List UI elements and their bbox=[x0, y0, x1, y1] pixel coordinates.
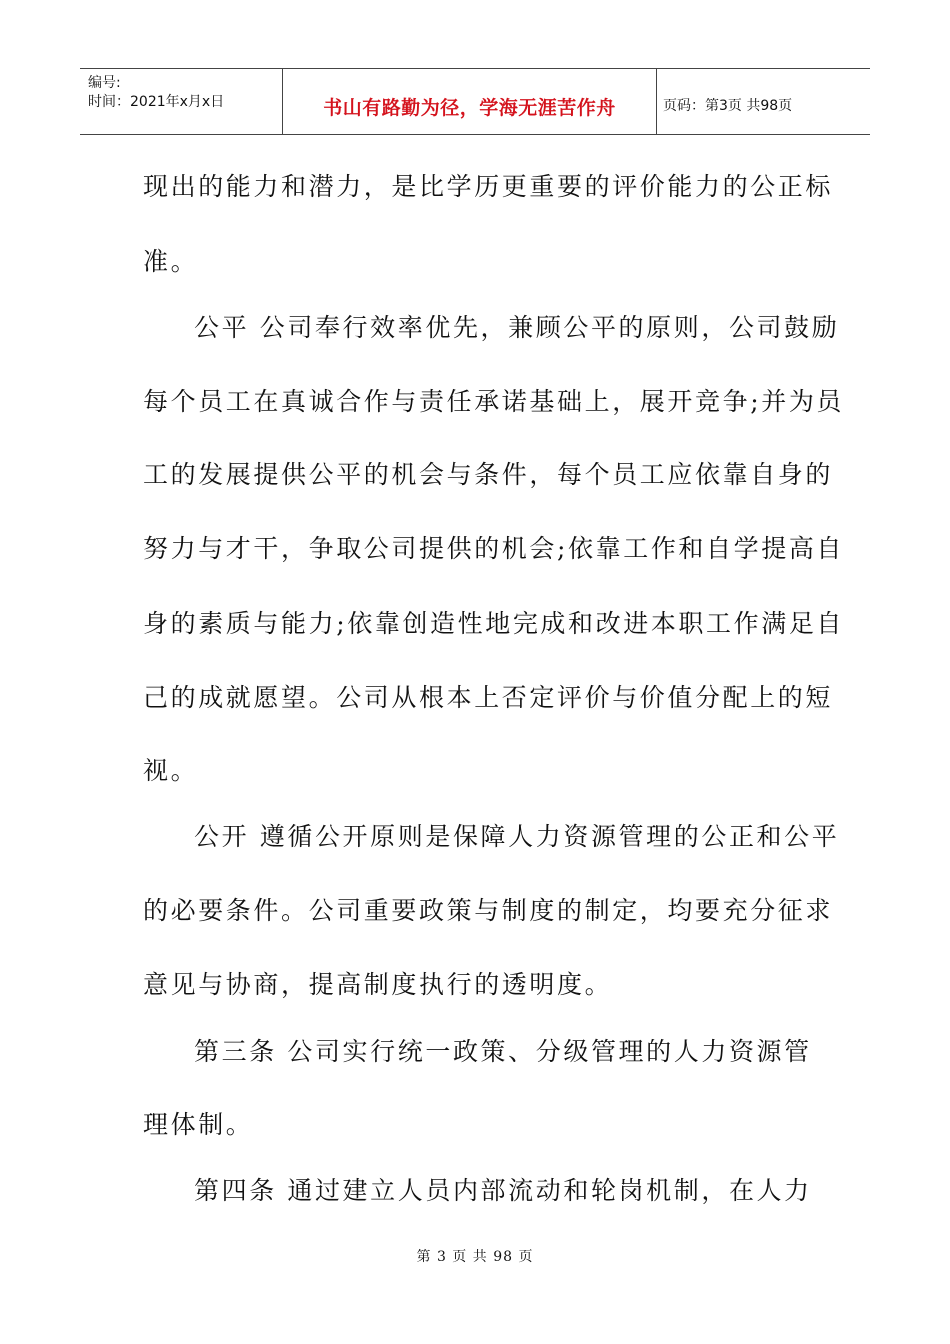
header-meta-cell bbox=[80, 69, 283, 134]
body-line: 身的素质与能力;依靠创造性地完成和改进本职工作满足自 bbox=[143, 609, 845, 638]
header-motto-cell bbox=[283, 69, 657, 134]
page-footer: 第 3 页 共 98 页 bbox=[416, 1249, 534, 1265]
document-number-label: 编号: bbox=[88, 75, 121, 91]
body-line: 现出的能力和潜力，是比学历更重要的评价能力的公正标 bbox=[143, 172, 834, 201]
body-line: 公开 遵循公开原则是保障人力资源管理的公正和公平 bbox=[194, 822, 840, 851]
header-page-cell bbox=[657, 69, 870, 134]
body-line: 公平 公司奉行效率优先，兼顾公平的原则，公司鼓励 bbox=[194, 313, 840, 342]
body-line: 努力与才干，争取公司提供的机会;依靠工作和自学提高自 bbox=[143, 534, 845, 563]
body-line: 第四条 通过建立人员内部流动和轮岗机制，在人力 bbox=[194, 1176, 812, 1205]
body-line: 理体制。 bbox=[143, 1110, 254, 1139]
body-line: 每个员工在真诚合作与责任承诺基础上，展开竞争;并为员 bbox=[143, 387, 845, 416]
body-line: 的必要条件。公司重要政策与制度的制定，均要充分征求 bbox=[143, 896, 834, 925]
body-line: 工的发展提供公平的机会与条件，每个员工应依靠自身的 bbox=[143, 460, 834, 489]
document-header bbox=[80, 68, 870, 135]
body-line: 意见与协商，提高制度执行的透明度。 bbox=[143, 970, 613, 999]
body-line: 第三条 公司实行统一政策、分级管理的人力资源管 bbox=[194, 1037, 812, 1066]
body-line: 准。 bbox=[143, 247, 199, 276]
body-line: 视。 bbox=[143, 756, 199, 785]
document-date: 时间：2021年x月x日 bbox=[88, 94, 225, 110]
header-motto: 书山有路勤为径，学海无涯苦作舟 bbox=[323, 97, 616, 119]
header-page-info: 页码：第3页 共98页 bbox=[663, 98, 793, 114]
body-line: 己的成就愿望。公司从根本上否定评价与价值分配上的短 bbox=[143, 683, 834, 712]
